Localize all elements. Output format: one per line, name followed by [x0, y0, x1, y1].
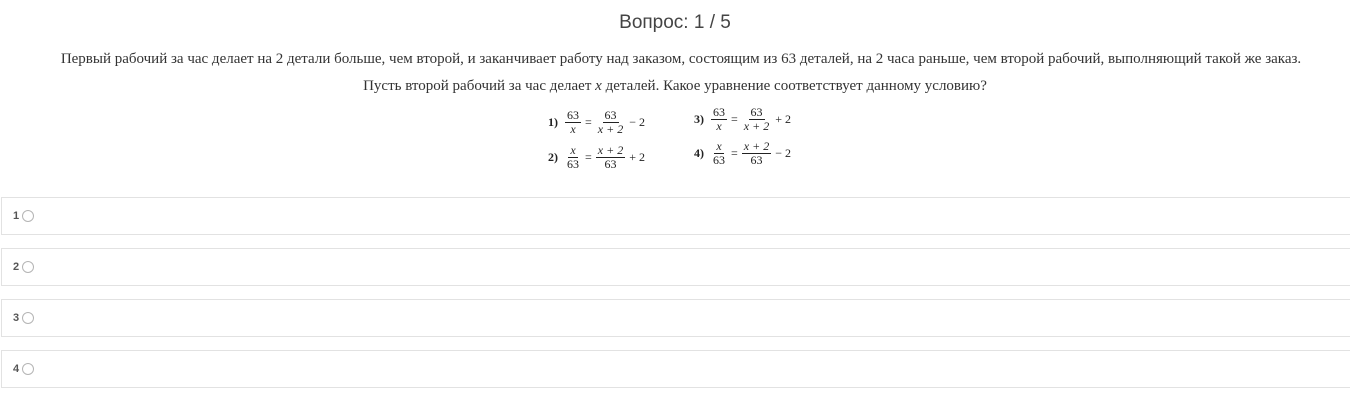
question-text-line-2	[0, 78, 1350, 95]
equation-tail: − 2	[775, 146, 791, 160]
equation-label: 1)	[548, 115, 558, 129]
equation-label: 4)	[694, 146, 704, 160]
numerator: 63	[567, 108, 579, 122]
answer-option-3[interactable]	[1, 299, 1350, 337]
numerator: 63	[713, 105, 725, 119]
equation-options-image	[548, 106, 808, 178]
question-variable: x	[595, 78, 602, 94]
answer-option-2[interactable]	[1, 248, 1350, 286]
equals-sign: =	[731, 112, 738, 126]
numerator: 63	[750, 105, 763, 119]
equation-label: 3)	[694, 112, 704, 126]
fraction	[596, 109, 625, 136]
answer-option-label: 1	[13, 210, 20, 222]
fraction	[742, 140, 771, 167]
equals-sign: =	[731, 146, 738, 160]
numerator: x + 2	[597, 143, 624, 157]
question-text-line-1: Первый рабочий за час делает на 2 детали больше, чем второй, и заканчивает работу над заказом, состоящим из 63 деталей, на 2 часа раньше, чем второй рабочий, выполняющий такой же заказ.	[60, 51, 1302, 67]
denominator: 63	[713, 153, 725, 167]
fraction	[565, 109, 581, 136]
numerator: x	[716, 139, 722, 153]
fraction	[565, 144, 581, 171]
radio-button[interactable]	[22, 312, 34, 324]
question-counter: Вопрос: 1 / 5	[619, 12, 731, 33]
numerator: x + 2	[743, 139, 770, 153]
question-text-part: деталей. Какое уравнение соответствует данному условию?	[601, 78, 987, 94]
equation-2	[548, 144, 647, 171]
equation-label: 2)	[548, 150, 558, 164]
answer-option-label: 4	[13, 363, 20, 375]
denominator: 63	[750, 153, 763, 167]
denominator: x	[570, 122, 576, 136]
denominator: 63	[567, 157, 579, 171]
denominator: x + 2	[597, 122, 624, 136]
fraction	[596, 144, 625, 171]
fraction	[711, 106, 727, 133]
radio-button[interactable]	[22, 210, 34, 222]
equals-sign: =	[585, 150, 592, 164]
equation-1	[548, 109, 647, 136]
radio-button[interactable]	[22, 363, 34, 375]
equation-tail: + 2	[629, 150, 645, 164]
numerator: x	[570, 143, 576, 157]
numerator: 63	[604, 108, 617, 122]
radio-button[interactable]	[22, 261, 34, 273]
fraction	[711, 140, 727, 167]
answer-option-1[interactable]	[1, 197, 1350, 235]
equation-4	[694, 140, 793, 167]
denominator: x + 2	[743, 119, 770, 133]
equation-tail: − 2	[629, 115, 645, 129]
denominator: x	[716, 119, 722, 133]
equation-3	[694, 106, 793, 133]
answer-option-4[interactable]	[1, 350, 1350, 388]
answer-option-label: 3	[13, 312, 20, 324]
denominator: 63	[604, 157, 617, 171]
answer-option-label: 2	[13, 261, 20, 273]
fraction	[742, 106, 771, 133]
question-text-part: Пусть второй рабочий за час делает	[363, 78, 596, 94]
equation-tail: + 2	[775, 112, 791, 126]
equals-sign: =	[585, 115, 592, 129]
